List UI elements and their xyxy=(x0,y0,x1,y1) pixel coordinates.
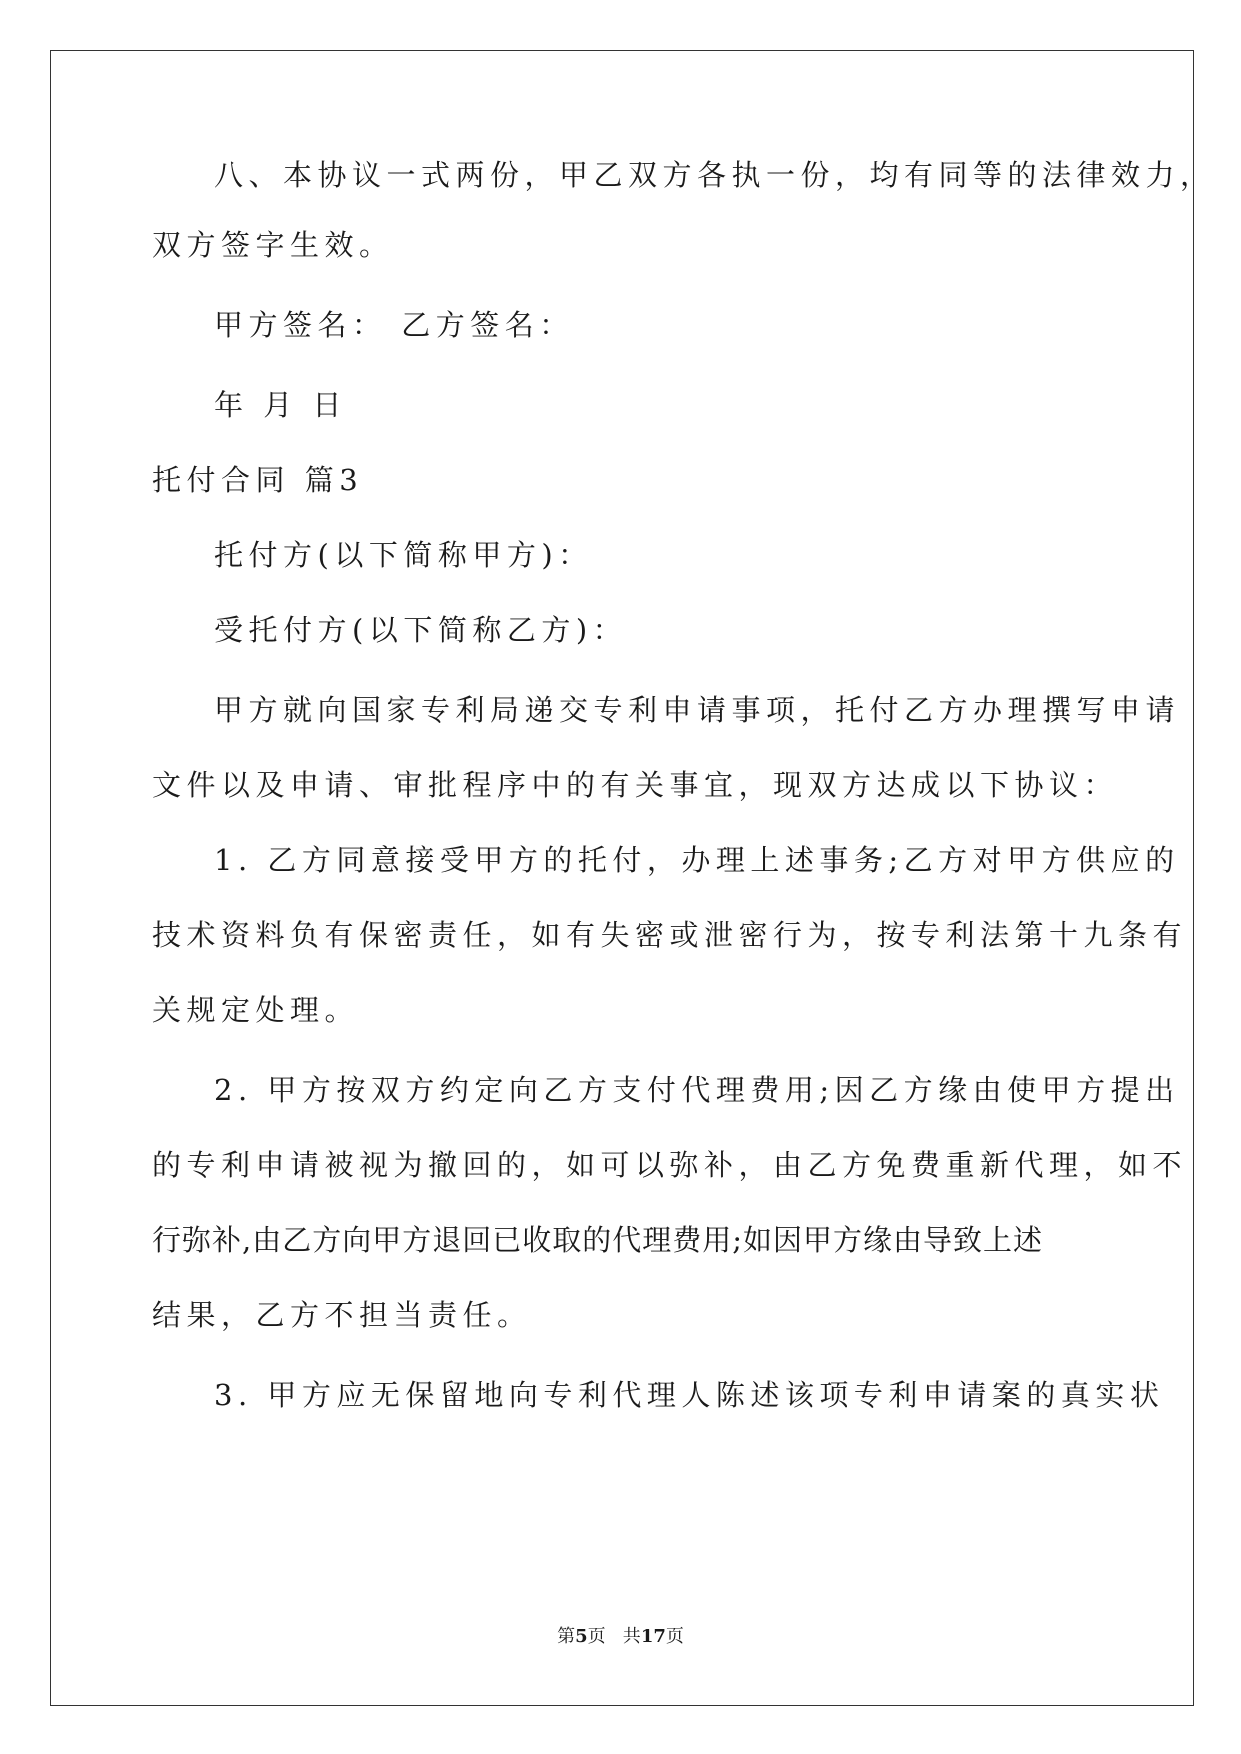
clause-1-line-1: 1. 乙方同意接受甲方的托付，办理上述事务;乙方对甲方供应的 xyxy=(214,843,1180,877)
page-footer xyxy=(0,1625,1241,1649)
footer-middle: 页 共 xyxy=(587,1626,641,1647)
section-heading: 托付合同 篇3 xyxy=(152,463,364,497)
footer-page-number: 5 xyxy=(575,1626,588,1647)
paragraph-8-line-1: 八、本协议一式两份，甲乙双方各执一份，均有同等的法律效力， xyxy=(214,158,1215,192)
clause-3-line-1: 3. 甲方应无保留地向专利代理人陈述该项专利申请案的真实状 xyxy=(214,1378,1165,1412)
paragraph-8-line-2: 双方签字生效。 xyxy=(152,228,394,262)
clause-2-line-4: 结果，乙方不担当责任。 xyxy=(152,1298,532,1332)
footer-total-pages: 17 xyxy=(640,1626,666,1647)
party-a-line: 托付方(以下简称甲方)： xyxy=(214,538,593,572)
clause-2-line-2: 的专利申请被视为撤回的，如可以弥补，由乙方免费重新代理，如不 xyxy=(152,1148,1188,1182)
intro-line-1: 甲方就向国家专利局递交专利申请事项，托付乙方办理撰写申请 xyxy=(214,693,1181,727)
clause-2-line-3: 行弥补,由乙方向甲方退回已收取的代理费用;如因甲方缘由导致上述 xyxy=(152,1223,1043,1257)
clause-2-line-1: 2. 甲方按双方约定向乙方支付代理费用;因乙方缘由使甲方提出 xyxy=(214,1073,1180,1107)
footer-suffix: 页 xyxy=(665,1626,684,1647)
footer-prefix: 第 xyxy=(557,1626,576,1647)
party-b-line: 受托付方(以下简称乙方)： xyxy=(214,613,628,647)
clause-1-line-2: 技术资料负有保密责任，如有失密或泄密行为，按专利法第十九条有 xyxy=(152,918,1188,952)
signature-line: 甲方签名： 乙方签名： xyxy=(214,308,574,342)
clause-1-line-3: 关规定处理。 xyxy=(152,993,360,1027)
date-line: 年 月 日 xyxy=(214,388,347,422)
intro-line-2: 文件以及申请、审批程序中的有关事宜，现双方达成以下协议： xyxy=(152,768,1119,802)
